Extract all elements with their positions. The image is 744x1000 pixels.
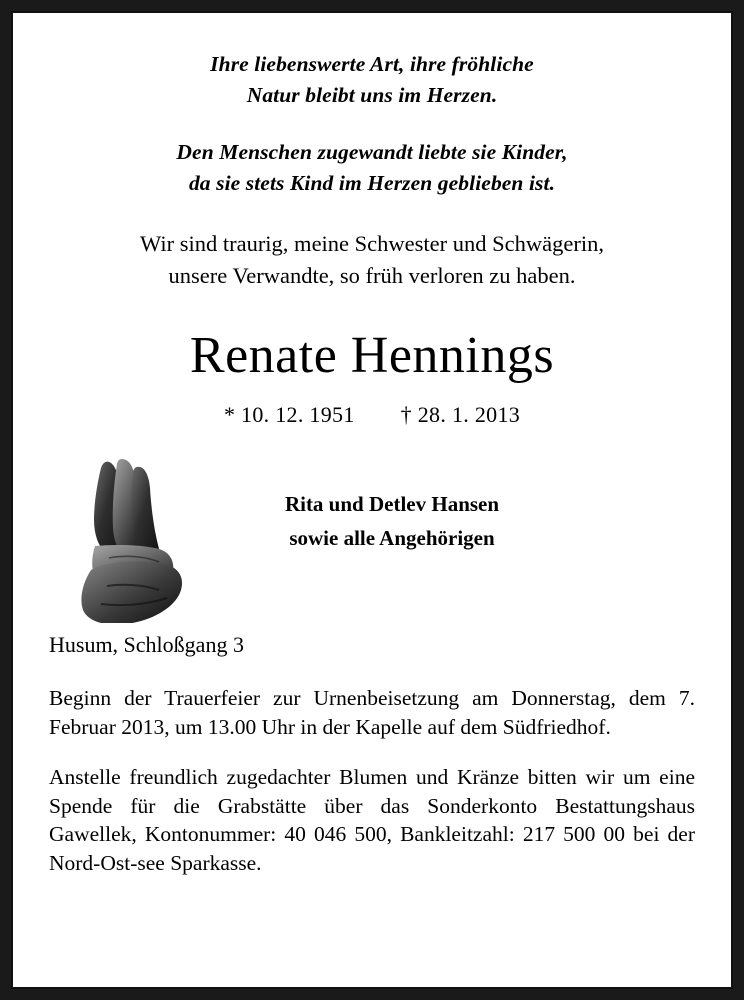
family-line-1: Rita und Detlev Hansen	[284, 491, 500, 516]
verse-first-line-1: Ihre liebenswerte Art, ihre fröhliche	[210, 52, 534, 76]
ceremony-paragraph: Beginn der Trauerfeier zur Urnenbeisetzung am Donnerstag, dem 7. Februar 2013, um 13.00 Uhr in der Kapelle auf dem Südfriedhof.	[49, 685, 695, 739]
obituary-content	[25, 23, 719, 977]
statement-text	[47, 228, 697, 292]
birth-date: * 10. 12. 1951	[223, 401, 355, 427]
family-line-2: sowie alle Angehörigen	[289, 525, 495, 550]
verse-second-line-1: Den Menschen zugewandt liebte sie Kinder,	[176, 140, 568, 165]
praying-hands-icon	[67, 458, 207, 623]
statement-line-2: unsere Verwandte, so früh verloren zu haben.	[168, 263, 576, 288]
obituary-frame	[11, 11, 733, 989]
statement-line-1: Wir sind traurig, meine Schwester und Schwägerin,	[140, 231, 604, 257]
deceased-name: Renate Hennings	[189, 326, 555, 384]
death-date: † 28. 1. 2013	[400, 401, 521, 427]
donation-paragraph: Anstelle freundlich zugedachter Blumen und Kränze bitten wir um eine Spende für die Grabstätte über das Sonderkonto Bestattungshaus Gawellek, Kontonummer: 40 046 500, Bankleitzahl: 217 500 00 bei der Nord-Ost-see Sparkasse.	[49, 765, 695, 875]
life-dates	[47, 402, 697, 428]
verse-second-line-2: da sie stets Kind im Herzen geblieben ist.	[188, 170, 556, 195]
verse-first	[47, 49, 697, 110]
verse-second	[47, 137, 697, 198]
family-section	[47, 458, 697, 628]
verse-first-line-2: Natur bleibt uns im Herzen.	[246, 82, 498, 107]
address-line: Husum, Schloßgang 3	[49, 631, 244, 657]
